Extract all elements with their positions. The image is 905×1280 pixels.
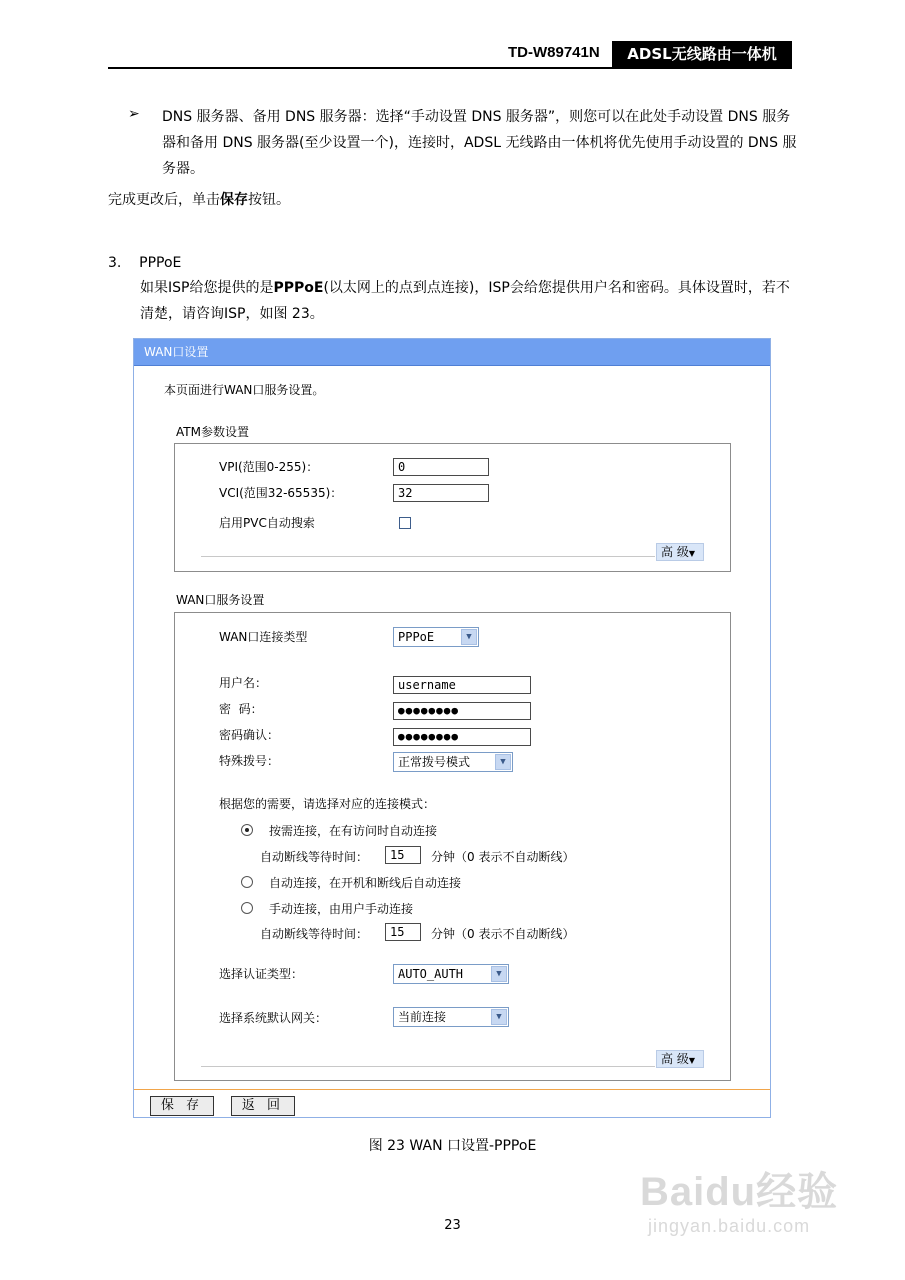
mode-on-demand-radio[interactable] <box>241 824 253 836</box>
dns-bullet-text: DNS 服务器、备用 DNS 服务器：选择“手动设置 DNS 服务器”，则您可以在此处手动设置 DNS 服务器和备用 DNS 服务器(至少设置一个)，连接时，ADSL 无线路由一体机将优先使用手动设置的 DNS 服务器。 <box>162 109 797 177</box>
idle-time-label-1: 自动断线等待时间： <box>260 850 369 864</box>
back-button[interactable]: 返 回 <box>231 1096 295 1116</box>
username-label: 用户名： <box>219 676 268 690</box>
wan-legend: WAN口服务设置 <box>176 593 265 607</box>
page-number: 23 <box>444 1218 461 1233</box>
panel-intro: 本页面进行WAN口服务设置。 <box>164 383 325 397</box>
save-instruction-bold: 保存 <box>220 192 248 208</box>
section-text <box>140 275 802 327</box>
wan-type-select[interactable] <box>393 627 479 647</box>
mode-manual-radio[interactable] <box>241 902 253 914</box>
vpi-label: VPI(范围0-255)： <box>219 460 319 474</box>
save-instruction <box>108 187 798 213</box>
panel-title: WAN口设置 <box>134 339 770 366</box>
username-input[interactable]: username <box>393 676 531 694</box>
idle-time-label-2: 自动断线等待时间： <box>260 927 369 941</box>
password-input[interactable]: ●●●●●●●● <box>393 702 531 720</box>
chevron-down-icon: ▼ <box>491 1009 507 1025</box>
special-dial-value: 正常拨号模式 <box>398 755 471 769</box>
vpi-input[interactable]: 0 <box>393 458 489 476</box>
mode-prompt: 根据您的需要，请选择对应的连接模式： <box>219 797 436 811</box>
confirm-password-input[interactable]: ●●●●●●●● <box>393 728 531 746</box>
password-label: 密 码： <box>219 702 263 716</box>
atm-divider <box>201 556 655 557</box>
chevron-down-icon: ▼ <box>461 629 477 645</box>
chevron-down-icon: ▼ <box>491 966 507 982</box>
pvc-search-checkbox[interactable] <box>399 517 411 529</box>
wan-advanced-button[interactable] <box>656 1050 704 1068</box>
bullet-arrow-icon: ➢ <box>128 106 140 122</box>
wan-settings-panel <box>133 338 771 1118</box>
default-gateway-value: 当前连接 <box>398 1010 447 1024</box>
header-model: TD-W89741N <box>508 44 600 61</box>
mode-manual-label: 手动连接，由用户手动连接 <box>269 902 414 916</box>
section-text-bold: PPPoE <box>273 280 324 296</box>
default-gateway-label: 选择系统默认网关： <box>219 1011 328 1025</box>
section-title: 3. PPPoE <box>108 255 182 271</box>
wan-fieldset <box>174 612 731 1081</box>
save-instruction-after: 按钮。 <box>248 192 290 208</box>
watermark-brand: Baidu经验 <box>640 1170 839 1214</box>
default-gateway-select[interactable] <box>393 1007 509 1027</box>
section-text-after: (以太网上的点到点连接)，ISP会给您提供用户名和密码。具体设置时，若不清楚，请咨询ISP，如图 23。 <box>140 280 790 322</box>
chevron-down-icon: ▼ <box>495 754 511 770</box>
mode-auto-label: 自动连接，在开机和断线后自动连接 <box>269 876 462 890</box>
mode-auto-radio[interactable] <box>241 876 253 888</box>
vci-label: VCI(范围32-65535)： <box>219 486 343 500</box>
caret-down-icon: ▼ <box>688 549 695 558</box>
wan-divider <box>201 1066 655 1067</box>
auth-type-select[interactable] <box>393 964 509 984</box>
auth-type-value: AUTO_AUTH <box>398 967 464 981</box>
atm-advanced-button[interactable] <box>656 543 704 561</box>
idle-time-input-1[interactable]: 15 <box>385 846 421 864</box>
panel-footer-rule <box>134 1089 770 1090</box>
figure-caption: 图 23 WAN 口设置-PPPoE <box>368 1138 537 1154</box>
idle-time-hint-2: 分钟（0 表示不自动断线） <box>431 927 575 941</box>
atm-legend: ATM参数设置 <box>176 425 249 439</box>
watermark-url: jingyan.baidu.com <box>648 1216 811 1236</box>
wan-type-label: WAN口连接类型 <box>219 630 308 644</box>
wan-advanced-label: 高 级 <box>661 1052 689 1066</box>
special-dial-select[interactable] <box>393 752 513 772</box>
pvc-search-label: 启用PVC自动搜索 <box>219 516 315 530</box>
wan-type-value: PPPoE <box>398 630 435 644</box>
save-button[interactable]: 保 存 <box>150 1096 214 1116</box>
baidu-watermark <box>640 1160 870 1270</box>
vci-input[interactable]: 32 <box>393 484 489 502</box>
save-instruction-before: 完成更改后，单击 <box>108 192 220 208</box>
header-product: ADSL无线路由一体机 <box>612 41 792 67</box>
radio-selected-dot <box>245 828 249 832</box>
header-rule <box>108 67 792 69</box>
mode-on-demand-label: 按需连接，在有访问时自动连接 <box>269 824 438 838</box>
idle-time-input-2[interactable]: 15 <box>385 923 421 941</box>
atm-fieldset <box>174 443 731 572</box>
caret-down-icon: ▼ <box>688 1056 695 1065</box>
special-dial-label: 特殊拨号： <box>219 754 280 768</box>
auth-type-label: 选择认证类型： <box>219 967 304 981</box>
idle-time-hint-1: 分钟（0 表示不自动断线） <box>431 850 575 864</box>
atm-advanced-label: 高 级 <box>661 545 689 559</box>
confirm-password-label: 密码确认： <box>219 728 280 742</box>
section-text-before: 如果ISP给您提供的是 <box>140 280 274 296</box>
